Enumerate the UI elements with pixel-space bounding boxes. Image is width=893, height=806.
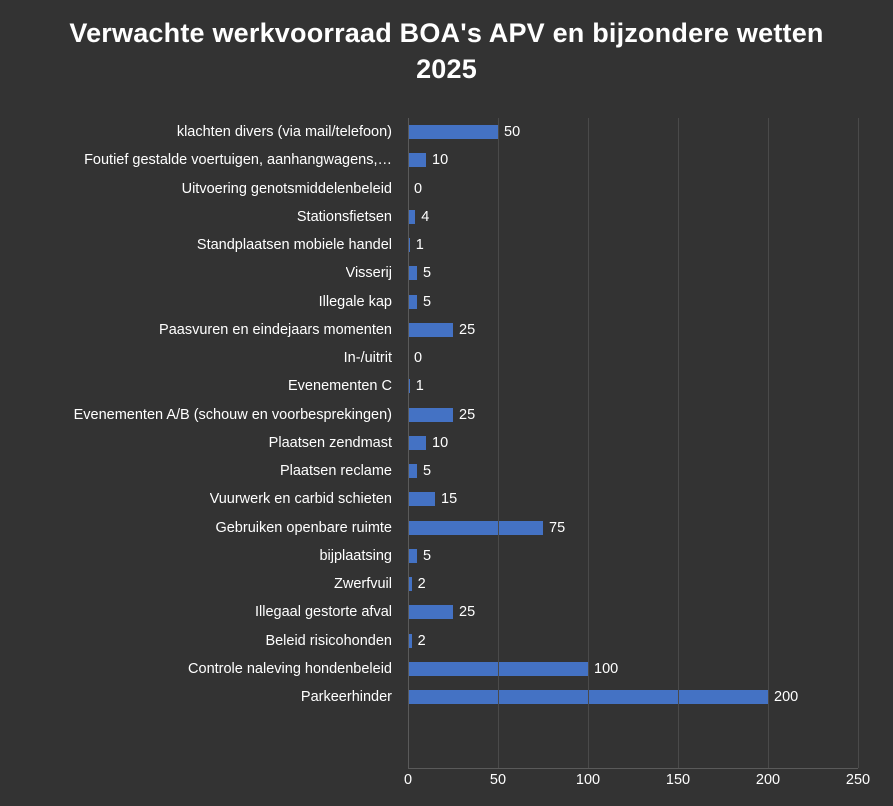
category-label: Foutief gestalde voertuigen, aanhangwagens,… bbox=[84, 152, 392, 169]
category-row bbox=[0, 570, 400, 598]
category-row bbox=[0, 118, 400, 146]
category-label: bijplaatsing bbox=[319, 547, 392, 564]
category-label: Stationsfietsen bbox=[296, 208, 392, 225]
bar-value-label: 15 bbox=[441, 491, 458, 508]
category-label: Beleid risicohonden bbox=[265, 632, 392, 649]
bar-row[interactable] bbox=[408, 429, 858, 457]
bar-row[interactable] bbox=[408, 146, 858, 174]
x-tick-label: 150 bbox=[665, 772, 691, 788]
category-row bbox=[0, 203, 400, 231]
chart-title: Verwachte werkvoorraad BOA's APV en bijzondere wetten 2025 bbox=[69, 18, 824, 84]
bar-rows bbox=[408, 118, 858, 768]
x-tick-label: 200 bbox=[755, 772, 781, 788]
category-row bbox=[0, 627, 400, 655]
bar-value-label: 100 bbox=[594, 660, 619, 677]
category-label: Evenementen C bbox=[288, 378, 392, 395]
bar-value-label: 25 bbox=[459, 604, 476, 621]
bar-row[interactable] bbox=[408, 231, 858, 259]
bar-row[interactable] bbox=[408, 514, 858, 542]
bar-row[interactable] bbox=[408, 316, 858, 344]
bar[interactable] bbox=[408, 464, 417, 478]
bar-value-label: 50 bbox=[504, 124, 521, 141]
bar-value-label: 5 bbox=[423, 463, 432, 480]
category-row bbox=[0, 231, 400, 259]
bar-value-label: 25 bbox=[459, 321, 476, 338]
category-label: Plaatsen reclame bbox=[279, 463, 392, 480]
category-label: klachten divers (via mail/telefoon) bbox=[176, 124, 392, 141]
gridline bbox=[678, 118, 679, 768]
category-label: Paasvuren en eindejaars momenten bbox=[159, 321, 392, 338]
bar-row[interactable] bbox=[408, 485, 858, 513]
bar[interactable] bbox=[408, 521, 543, 535]
bar-row[interactable] bbox=[408, 570, 858, 598]
category-label: Parkeerhinder bbox=[300, 689, 392, 706]
category-row bbox=[0, 288, 400, 316]
gridline bbox=[768, 118, 769, 768]
category-row bbox=[0, 146, 400, 174]
category-row bbox=[0, 175, 400, 203]
bar-value-label: 0 bbox=[414, 180, 423, 197]
bar[interactable] bbox=[408, 323, 453, 337]
bar-row[interactable] bbox=[408, 542, 858, 570]
bar-row[interactable] bbox=[408, 259, 858, 287]
bar[interactable] bbox=[408, 125, 498, 139]
bar-row[interactable] bbox=[408, 372, 858, 400]
bar-row[interactable] bbox=[408, 118, 858, 146]
bar-row[interactable] bbox=[408, 457, 858, 485]
bar-value-label: 75 bbox=[549, 519, 566, 536]
x-tick-label: 0 bbox=[403, 772, 413, 788]
bar-row[interactable] bbox=[408, 598, 858, 626]
bar-row[interactable] bbox=[408, 344, 858, 372]
bar-row[interactable] bbox=[408, 401, 858, 429]
bar-value-label: 2 bbox=[417, 576, 426, 593]
bar-value-label: 1 bbox=[415, 378, 424, 395]
x-tick-label: 50 bbox=[489, 772, 507, 788]
bar-value-label: 10 bbox=[432, 434, 449, 451]
bar-value-label: 5 bbox=[423, 547, 432, 564]
bar-value-label: 25 bbox=[459, 406, 476, 423]
bar-value-label: 0 bbox=[414, 350, 423, 367]
bar-value-label: 4 bbox=[421, 208, 430, 225]
bar[interactable] bbox=[408, 408, 453, 422]
category-label: In-/uitrit bbox=[343, 350, 392, 367]
gridline bbox=[588, 118, 589, 768]
bar-value-label: 1 bbox=[415, 237, 424, 254]
category-label: Vuurwerk en carbid schieten bbox=[209, 491, 392, 508]
bar[interactable] bbox=[408, 295, 417, 309]
x-tick-label: 250 bbox=[845, 772, 871, 788]
category-label: Controle naleving hondenbeleid bbox=[188, 660, 392, 677]
category-row bbox=[0, 372, 400, 400]
category-label: Illegale kap bbox=[318, 293, 392, 310]
bar[interactable] bbox=[408, 492, 435, 506]
bar-value-label: 2 bbox=[417, 632, 426, 649]
category-row bbox=[0, 344, 400, 372]
bar[interactable] bbox=[408, 266, 417, 280]
bar[interactable] bbox=[408, 436, 426, 450]
category-label: Plaatsen zendmast bbox=[268, 434, 392, 451]
bar[interactable] bbox=[408, 605, 453, 619]
category-label: Evenementen A/B (schouw en voorbesprekingen) bbox=[73, 406, 392, 423]
category-row bbox=[0, 259, 400, 287]
category-row bbox=[0, 514, 400, 542]
category-label: Gebruiken openbare ruimte bbox=[215, 519, 392, 536]
category-row bbox=[0, 598, 400, 626]
bar[interactable] bbox=[408, 153, 426, 167]
bar-row[interactable] bbox=[408, 655, 858, 683]
bar-value-label: 10 bbox=[432, 152, 449, 169]
bar-row[interactable] bbox=[408, 175, 858, 203]
value-axis-line bbox=[408, 118, 409, 768]
bar-value-label: 5 bbox=[423, 265, 432, 282]
x-tick-label: 100 bbox=[575, 772, 601, 788]
bar-row[interactable] bbox=[408, 203, 858, 231]
category-row bbox=[0, 683, 400, 711]
category-label: Illegaal gestorte afval bbox=[254, 604, 392, 621]
category-row bbox=[0, 485, 400, 513]
category-row bbox=[0, 401, 400, 429]
x-axis-ticks bbox=[403, 768, 871, 798]
plot-area bbox=[408, 118, 858, 768]
gridline bbox=[498, 118, 499, 768]
category-row bbox=[0, 655, 400, 683]
gridline bbox=[858, 118, 859, 768]
category-label: Uitvoering genotsmiddelenbeleid bbox=[181, 180, 392, 197]
category-row bbox=[0, 429, 400, 457]
bar-row[interactable] bbox=[408, 627, 858, 655]
bar-row[interactable] bbox=[408, 288, 858, 316]
category-row bbox=[0, 457, 400, 485]
bar[interactable] bbox=[408, 210, 415, 224]
category-row bbox=[0, 316, 400, 344]
category-label: Visserij bbox=[345, 265, 392, 282]
bar[interactable] bbox=[408, 549, 417, 563]
category-label: Standplaatsen mobiele handel bbox=[196, 237, 392, 254]
bar-value-label: 200 bbox=[774, 689, 799, 706]
category-axis-labels bbox=[0, 118, 400, 768]
category-row bbox=[0, 542, 400, 570]
category-label: Zwerfvuil bbox=[333, 576, 392, 593]
bar-value-label: 5 bbox=[423, 293, 432, 310]
bar-row[interactable] bbox=[408, 683, 858, 711]
